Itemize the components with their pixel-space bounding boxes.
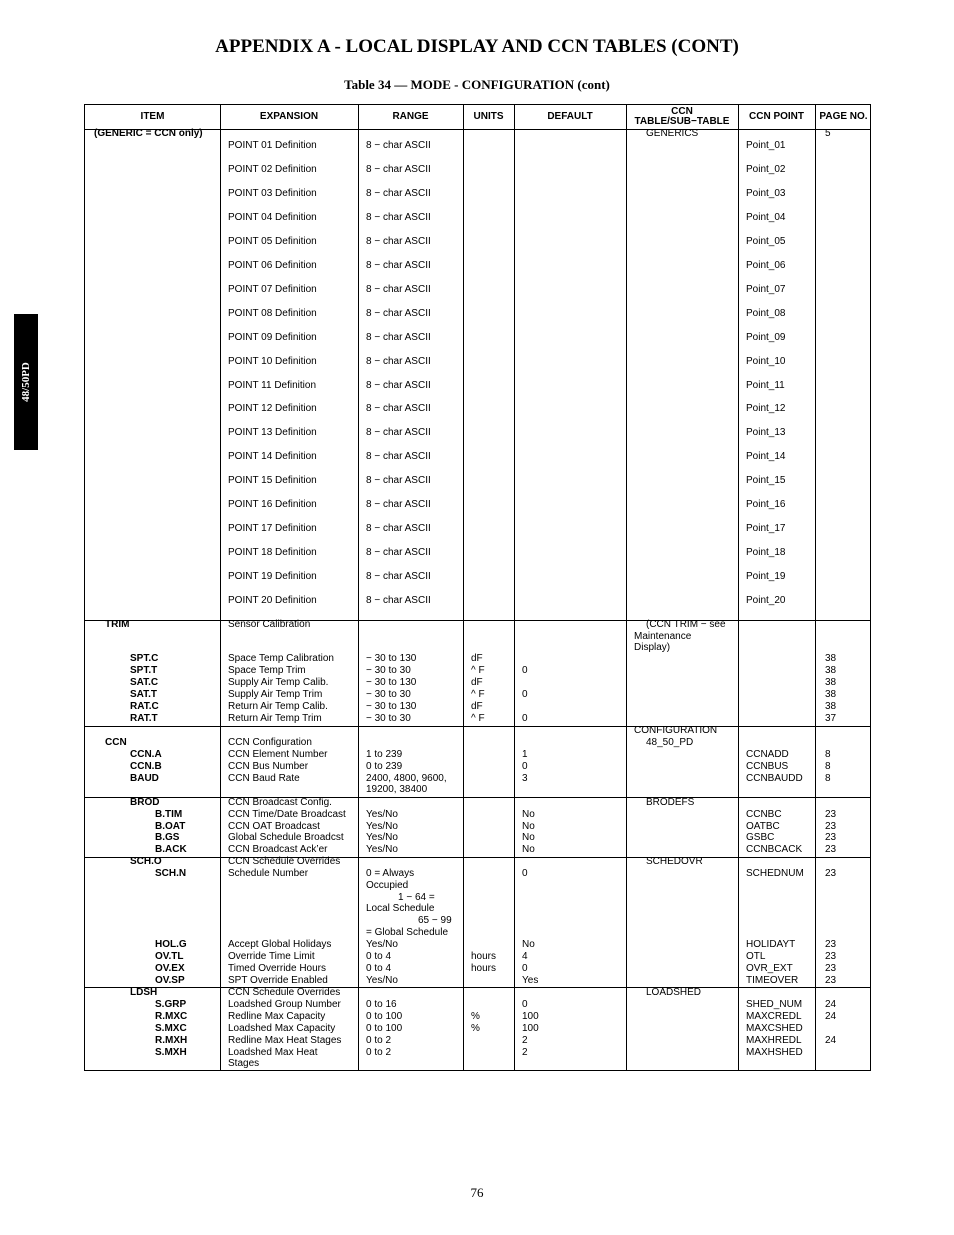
cell-default: 100 bbox=[522, 1011, 539, 1022]
cell-expansion: Override Time Limit bbox=[228, 951, 315, 962]
cell-default: 100 bbox=[522, 1023, 539, 1034]
cell-range: 8 − char ASCII bbox=[366, 379, 431, 391]
cell-point: Point_07 bbox=[746, 283, 786, 295]
cell-range: 0 to 4 bbox=[366, 963, 392, 974]
cell-point: Point_12 bbox=[746, 403, 786, 415]
column-divider bbox=[626, 105, 627, 1070]
cell-point: GSBC bbox=[746, 832, 775, 844]
cell-expansion: POINT 04 Definition bbox=[228, 211, 317, 223]
cell-range: Local Schedule bbox=[366, 903, 435, 915]
cell-expansion: Stages bbox=[228, 1058, 260, 1069]
column-header-expansion: EXPANSION bbox=[259, 111, 319, 122]
column-header-point: CCN POINT bbox=[749, 111, 804, 122]
cell-point: OATBC bbox=[746, 820, 780, 832]
cell-page: 38 bbox=[825, 665, 837, 676]
column-divider bbox=[815, 105, 816, 1070]
cell-expansion: Schedule Number bbox=[228, 868, 309, 879]
cell-point: TIMEOVER bbox=[746, 975, 799, 986]
cell-point: Point_03 bbox=[746, 187, 786, 199]
cell-expansion: POINT 02 Definition bbox=[228, 163, 317, 175]
cell-range: 8 − char ASCII bbox=[366, 307, 431, 319]
cell-expansion: POINT 07 Definition bbox=[228, 283, 317, 295]
cell-default: No bbox=[522, 832, 535, 844]
cell-point: Point_01 bbox=[746, 140, 786, 151]
cell-point: MAXHREDL bbox=[746, 1035, 802, 1046]
cell-item: SPT.T bbox=[130, 665, 158, 676]
column-divider bbox=[738, 105, 739, 1070]
cell-point: Point_08 bbox=[746, 307, 786, 319]
cell-item: SPT.C bbox=[130, 653, 159, 664]
cell-point: Point_14 bbox=[746, 451, 786, 463]
cell-expansion: Return Air Temp Trim bbox=[228, 713, 322, 724]
cell-item: SAT.C bbox=[130, 677, 159, 688]
cell-page: 23 bbox=[825, 868, 837, 879]
cell-point: MAXCSHED bbox=[746, 1023, 803, 1034]
cell-item: OV.SP bbox=[155, 975, 185, 986]
cell-expansion: Supply Air Temp Trim bbox=[228, 689, 323, 700]
cell-default: No bbox=[522, 809, 535, 820]
cell-point: SHED_NUM bbox=[746, 999, 803, 1010]
cell-range: 8 − char ASCII bbox=[366, 403, 431, 415]
cell-item: B.TIM bbox=[155, 809, 183, 820]
cell-default: 0 bbox=[522, 868, 528, 879]
cell-expansion: Space Temp Trim bbox=[228, 665, 306, 676]
cell-range: 0 to 4 bbox=[366, 951, 392, 962]
cell-point: Point_09 bbox=[746, 331, 786, 343]
column-divider bbox=[220, 105, 221, 1070]
cell-expansion: POINT 01 Definition bbox=[228, 140, 317, 151]
cell-range: 8 − char ASCII bbox=[366, 595, 431, 607]
cell-point: Point_20 bbox=[746, 595, 786, 607]
cell-expansion: POINT 12 Definition bbox=[228, 403, 317, 415]
cell-units: ^ F bbox=[471, 689, 485, 700]
cell-item: RAT.T bbox=[130, 713, 158, 724]
cell-page: 23 bbox=[825, 809, 837, 820]
cell-page: 23 bbox=[825, 939, 837, 950]
cell-page: 37 bbox=[825, 713, 837, 724]
cell-point: MAXHSHED bbox=[746, 1047, 803, 1058]
cell-units: ^ F bbox=[471, 665, 485, 676]
cell-expansion: CCN Baud Rate bbox=[228, 773, 300, 784]
cell-item: OV.EX bbox=[155, 963, 185, 974]
cell-point: OTL bbox=[746, 951, 766, 962]
cell-expansion: Space Temp Calibration bbox=[228, 653, 334, 664]
cell-point: CCNBCACK bbox=[746, 844, 803, 856]
column-divider bbox=[463, 105, 464, 1070]
cell-default: Yes bbox=[522, 975, 539, 986]
section-item-trim: TRIM bbox=[105, 619, 130, 630]
cell-page: 8 bbox=[825, 749, 831, 760]
cell-page: 38 bbox=[825, 677, 837, 688]
cell-point: Point_13 bbox=[746, 427, 786, 439]
cell-units: ^ F bbox=[471, 713, 485, 724]
cell-range: 19200, 38400 bbox=[366, 784, 428, 795]
cell-item: HOL.G bbox=[155, 939, 187, 950]
cell-page: 23 bbox=[825, 844, 837, 856]
cell-range: 8 − char ASCII bbox=[366, 140, 431, 151]
cell-range: − 30 to 30 bbox=[366, 689, 411, 700]
cell-expansion: POINT 03 Definition bbox=[228, 187, 317, 199]
cell-item: B.GS bbox=[155, 832, 180, 844]
cell-point: CCNBAUDD bbox=[746, 773, 803, 784]
cell-table: Display) bbox=[634, 642, 671, 653]
column-divider bbox=[514, 105, 515, 1070]
cell-range: 0 to 100 bbox=[366, 1011, 403, 1022]
cell-page: 23 bbox=[825, 832, 837, 844]
cell-table: (CCN TRIM − see bbox=[646, 619, 726, 630]
cell-default: 0 bbox=[522, 689, 528, 700]
cell-range: 0 = Always bbox=[366, 868, 415, 879]
cell-default: 0 bbox=[522, 999, 528, 1010]
cell-item: SCH.N bbox=[155, 868, 187, 879]
page-title: APPENDIX A - LOCAL DISPLAY AND CCN TABLES (CONT) bbox=[215, 36, 739, 57]
cell-expansion: POINT 14 Definition bbox=[228, 451, 317, 463]
cell-range: 8 − char ASCII bbox=[366, 235, 431, 247]
section-item-scho: SCH.O bbox=[130, 856, 162, 867]
cell-page: 24 bbox=[825, 999, 837, 1010]
cell-item: R.MXH bbox=[155, 1035, 188, 1046]
cell-expansion: POINT 09 Definition bbox=[228, 331, 317, 343]
cell-item: SAT.T bbox=[130, 689, 158, 700]
cell-expansion: SPT Override Enabled bbox=[228, 975, 328, 986]
cell-units: % bbox=[471, 1011, 480, 1022]
cell-default: No bbox=[522, 820, 535, 832]
cell-default: 3 bbox=[522, 773, 528, 784]
cell-point: MAXCREDL bbox=[746, 1011, 802, 1022]
column-divider bbox=[358, 105, 359, 1070]
cell-range: = Global Schedule bbox=[366, 927, 449, 938]
cell-default: 0 bbox=[522, 665, 528, 676]
side-tab bbox=[14, 314, 38, 450]
cell-item: CCN.A bbox=[130, 749, 162, 760]
cell-expansion: CCN Configuration bbox=[228, 737, 312, 748]
cell-page: 8 bbox=[825, 773, 831, 784]
cell-range: 8 − char ASCII bbox=[366, 259, 431, 271]
section-divider bbox=[85, 857, 870, 858]
section-item-ccn: CCN bbox=[105, 737, 127, 748]
cell-expansion: POINT 05 Definition bbox=[228, 235, 317, 247]
cell-expansion: Loadshed Max Capacity bbox=[228, 1023, 336, 1034]
cell-default: 0 bbox=[522, 963, 528, 974]
cell-range: − 30 to 130 bbox=[366, 677, 417, 688]
section-divider bbox=[85, 987, 870, 988]
cell-range: 1 − 64 = bbox=[398, 891, 435, 903]
cell-point: CCNBC bbox=[746, 809, 782, 820]
cell-units: dF bbox=[471, 677, 483, 688]
cell-default: 2 bbox=[522, 1035, 528, 1046]
header-divider bbox=[85, 129, 870, 130]
column-header-page: PAGE NO. bbox=[819, 111, 868, 122]
cell-expansion: CCN Bus Number bbox=[228, 761, 309, 772]
cell-table: LOADSHED bbox=[646, 987, 702, 998]
cell-page: 38 bbox=[825, 701, 837, 712]
cell-item: B.ACK bbox=[155, 844, 187, 856]
cell-point: Point_16 bbox=[746, 499, 786, 511]
cell-range: 65 − 99 bbox=[418, 915, 452, 927]
cell-expansion: POINT 17 Definition bbox=[228, 523, 317, 535]
section-item-generic: (GENERIC = CCN only) bbox=[94, 128, 203, 139]
cell-range: 8 − char ASCII bbox=[366, 499, 431, 511]
cell-point: CCNADD bbox=[746, 749, 789, 760]
cell-range: 0 to 239 bbox=[366, 761, 403, 772]
cell-expansion: POINT 15 Definition bbox=[228, 475, 317, 487]
cell-expansion: POINT 19 Definition bbox=[228, 571, 317, 583]
cell-point: HOLIDAYT bbox=[746, 939, 796, 950]
page-number: 76 bbox=[470, 1185, 484, 1200]
cell-item: RAT.C bbox=[130, 701, 159, 712]
cell-point: Point_10 bbox=[746, 355, 786, 367]
cell-table: Maintenance bbox=[634, 630, 692, 642]
cell-expansion: CCN Broadcast Config. bbox=[228, 797, 332, 808]
cell-range: 0 to 16 bbox=[366, 999, 397, 1010]
cell-range: 1 to 239 bbox=[366, 749, 403, 760]
cell-range: Yes/No bbox=[366, 809, 398, 820]
cell-point: Point_02 bbox=[746, 163, 786, 175]
cell-table: SCHEDOVR bbox=[646, 856, 703, 867]
cell-page: 8 bbox=[825, 761, 831, 772]
side-tab-label: 48/50PD bbox=[20, 362, 33, 402]
cell-units: dF bbox=[471, 653, 483, 664]
cell-expansion: POINT 13 Definition bbox=[228, 427, 317, 439]
cell-expansion: POINT 11 Definition bbox=[228, 379, 317, 391]
section-page-generic: 5 bbox=[825, 128, 831, 139]
cell-expansion: CCN Broadcast Ack’er bbox=[228, 844, 328, 856]
cell-range: 8 − char ASCII bbox=[366, 211, 431, 223]
cell-range: Yes/No bbox=[366, 975, 398, 986]
cell-range: 8 − char ASCII bbox=[366, 475, 431, 487]
cell-item: BAUD bbox=[130, 773, 159, 784]
cell-expansion: Sensor Calibration bbox=[228, 619, 311, 630]
cell-expansion: CCN Schedule Overrides bbox=[228, 987, 341, 998]
cell-expansion: POINT 08 Definition bbox=[228, 307, 317, 319]
column-header-item: ITEM bbox=[140, 111, 165, 122]
cell-point: SCHEDNUM bbox=[746, 868, 804, 879]
cell-point: Point_11 bbox=[746, 379, 785, 391]
cell-range: 8 − char ASCII bbox=[366, 355, 431, 367]
column-header-units: UNITS bbox=[473, 111, 504, 122]
column-header-table: CCN TABLE/SUB−TABLE bbox=[634, 106, 730, 127]
cell-expansion: Loadshed Max Heat bbox=[228, 1047, 318, 1058]
cell-point: Point_15 bbox=[746, 475, 786, 487]
configuration-table bbox=[84, 104, 871, 1071]
cell-page: 38 bbox=[825, 689, 837, 700]
cell-default: 4 bbox=[522, 951, 528, 962]
cell-item: S.GRP bbox=[155, 999, 187, 1010]
cell-expansion: Global Schedule Broadcst bbox=[228, 832, 344, 844]
cell-range: 0 to 100 bbox=[366, 1023, 403, 1034]
cell-expansion: Loadshed Group Number bbox=[228, 999, 341, 1010]
cell-expansion: Redline Max Heat Stages bbox=[228, 1035, 342, 1046]
cell-expansion: Redline Max Capacity bbox=[228, 1011, 326, 1022]
cell-range: Yes/No bbox=[366, 939, 398, 950]
cell-expansion: Return Air Temp Calib. bbox=[228, 701, 328, 712]
cell-page: 23 bbox=[825, 963, 837, 974]
cell-point: Point_06 bbox=[746, 259, 786, 271]
cell-point: OVR_EXT bbox=[746, 963, 793, 974]
cell-range: 8 − char ASCII bbox=[366, 163, 431, 175]
cell-expansion: CCN Schedule Overrides bbox=[228, 856, 341, 867]
cell-item: CCN.B bbox=[130, 761, 162, 772]
cell-range: 2400, 4800, 9600, bbox=[366, 773, 447, 784]
cell-range: Yes/No bbox=[366, 820, 398, 832]
cell-range: 8 − char ASCII bbox=[366, 523, 431, 535]
cell-units: hours bbox=[471, 951, 497, 962]
cell-expansion: POINT 10 Definition bbox=[228, 355, 317, 367]
cell-range: Occupied bbox=[366, 879, 409, 891]
cell-item: OV.TL bbox=[155, 951, 184, 962]
cell-range: − 30 to 30 bbox=[366, 713, 411, 724]
cell-point: Point_05 bbox=[746, 235, 786, 247]
section-divider bbox=[85, 620, 870, 621]
cell-default: 0 bbox=[522, 761, 528, 772]
column-header-default: DEFAULT bbox=[547, 111, 593, 122]
cell-range: − 30 to 130 bbox=[366, 653, 417, 664]
cell-expansion: POINT 06 Definition bbox=[228, 259, 317, 271]
cell-range: 8 − char ASCII bbox=[366, 547, 431, 559]
cell-range: 8 − char ASCII bbox=[366, 427, 431, 439]
cell-expansion: CCN OAT Broadcast bbox=[228, 820, 320, 832]
cell-range: − 30 to 30 bbox=[366, 665, 411, 676]
cell-expansion: POINT 16 Definition bbox=[228, 499, 317, 511]
cell-default: No bbox=[522, 844, 535, 856]
cell-expansion: POINT 18 Definition bbox=[228, 547, 317, 559]
cell-units: % bbox=[471, 1023, 480, 1034]
cell-table: CONFIGURATION bbox=[634, 725, 718, 736]
cell-point: Point_18 bbox=[746, 547, 786, 559]
cell-default: No bbox=[522, 939, 535, 950]
cell-page: 23 bbox=[825, 951, 837, 962]
cell-range: 0 to 2 bbox=[366, 1047, 392, 1058]
section-table-generic: GENERICS bbox=[646, 128, 699, 139]
cell-default: 1 bbox=[522, 749, 528, 760]
cell-range: 8 − char ASCII bbox=[366, 451, 431, 463]
cell-range: 8 − char ASCII bbox=[366, 283, 431, 295]
cell-point: Point_19 bbox=[746, 571, 786, 583]
cell-item: S.MXC bbox=[155, 1023, 187, 1034]
cell-expansion: CCN Element Number bbox=[228, 749, 328, 760]
cell-point: Point_04 bbox=[746, 211, 786, 223]
cell-item: S.MXH bbox=[155, 1047, 187, 1058]
cell-page: 23 bbox=[825, 820, 837, 832]
cell-page: 23 bbox=[825, 975, 837, 986]
cell-range: − 30 to 130 bbox=[366, 701, 417, 712]
cell-range: 8 − char ASCII bbox=[366, 571, 431, 583]
section-divider bbox=[85, 797, 870, 798]
cell-range: 8 − char ASCII bbox=[366, 331, 431, 343]
cell-expansion: POINT 20 Definition bbox=[228, 595, 317, 607]
column-header-range: RANGE bbox=[392, 111, 429, 122]
cell-table: 48_50_PD bbox=[646, 737, 694, 748]
cell-default: 0 bbox=[522, 713, 528, 724]
cell-item: R.MXC bbox=[155, 1011, 188, 1022]
cell-expansion: Supply Air Temp Calib. bbox=[228, 677, 329, 688]
cell-page: 38 bbox=[825, 653, 837, 664]
cell-range: Yes/No bbox=[366, 844, 398, 856]
cell-units: hours bbox=[471, 963, 497, 974]
cell-expansion: Timed Override Hours bbox=[228, 963, 326, 974]
cell-range: 0 to 2 bbox=[366, 1035, 392, 1046]
cell-item: B.OAT bbox=[155, 820, 186, 832]
cell-page: 24 bbox=[825, 1035, 837, 1046]
cell-range: 8 − char ASCII bbox=[366, 187, 431, 199]
cell-point: CCNBUS bbox=[746, 761, 789, 772]
cell-point: Point_17 bbox=[746, 523, 786, 535]
cell-table: BRODEFS bbox=[646, 797, 695, 808]
cell-default: 2 bbox=[522, 1047, 528, 1058]
cell-range: Yes/No bbox=[366, 832, 398, 844]
table-title: Table 34 — MODE - CONFIGURATION (cont) bbox=[344, 77, 610, 92]
cell-expansion: CCN Time/Date Broadcast bbox=[228, 809, 346, 820]
cell-units: dF bbox=[471, 701, 483, 712]
cell-expansion: Accept Global Holidays bbox=[228, 939, 332, 950]
section-item-ldsh: LDSH bbox=[130, 987, 158, 998]
cell-page: 24 bbox=[825, 1011, 837, 1022]
section-item-brod: BROD bbox=[130, 797, 160, 808]
section-divider bbox=[85, 726, 870, 727]
